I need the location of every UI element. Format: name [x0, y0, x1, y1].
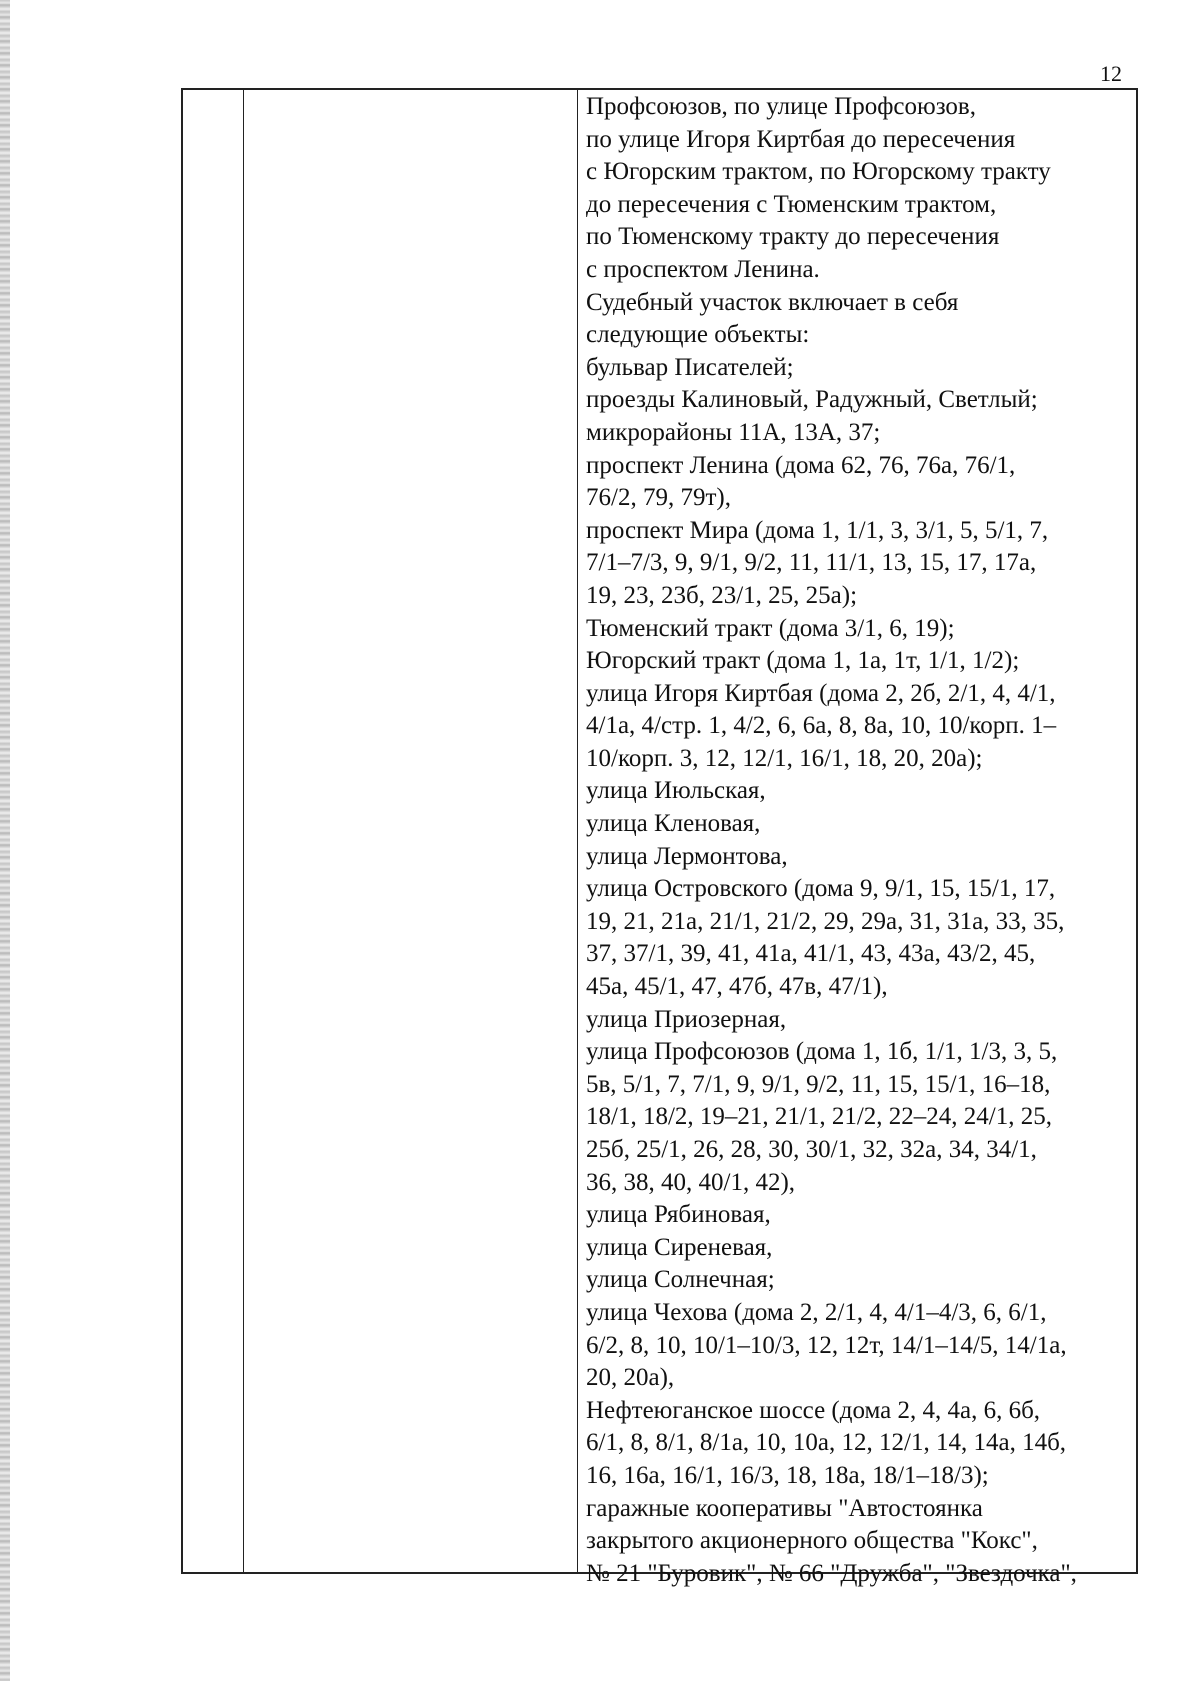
text-line: закрытого акционерного общества "Кокс", [586, 1527, 1038, 1555]
text-line: проспект Мира (дома 1, 1/1, 3, 3/1, 5, 5/1, 7, [586, 516, 1049, 544]
text-line: улица Приозерная, [586, 1005, 787, 1033]
text-line: гаражные кооперативы "Автостоянка [586, 1494, 983, 1522]
text-line: 36, 38, 40, 40/1, 42), [586, 1168, 796, 1196]
text-line: 19, 21, 21а, 21/1, 21/2, 29, 29а, 31, 31а, 33, 35, [586, 907, 1065, 935]
text-line: 10/корп. 3, 12, 12/1, 16/1, 18, 20, 20а); [586, 744, 983, 772]
text-line: до пересечения с Тюменским трактом, [586, 190, 997, 218]
text-line: микрорайоны 11А, 13А, 37; [586, 418, 881, 446]
table-column-divider [243, 90, 244, 1572]
text-line: 5в, 5/1, 7, 7/1, 9, 9/1, 9/2, 11, 15, 15/1, 16–18, [586, 1070, 1051, 1098]
text-line: Профсоюзов, по улице Профсоюзов, [586, 93, 976, 120]
text-line: улица Солнечная; [586, 1266, 775, 1294]
text-line: улица Кленовая, [586, 810, 761, 838]
text-line: 7/1–7/3, 9, 9/1, 9/2, 11, 11/1, 13, 15, 17, 17а, [586, 549, 1037, 577]
text-line: 37, 37/1, 39, 41, 41а, 41/1, 43, 43а, 43/2, 45, [586, 940, 1036, 968]
text-line: 18/1, 18/2, 19–21, 21/1, 21/2, 22–24, 24/1, 25, [586, 1103, 1052, 1131]
table-column-divider [577, 90, 578, 1572]
text-line: улица Островского (дома 9, 9/1, 15, 15/1, 17, [586, 875, 1056, 903]
text-line: 76/2, 79, 79т), [586, 484, 731, 512]
text-line: 19, 23, 23б, 23/1, 25, 25а); [586, 581, 858, 609]
page-number: 12 [1100, 61, 1122, 86]
text-line: улица Рябиновая, [586, 1201, 771, 1229]
scan-edge-artifact [0, 0, 10, 1681]
document-table [181, 88, 1138, 1587]
text-line: улица Сиреневая, [586, 1233, 773, 1261]
text-line: проезды Калиновый, Радужный, Светлый; [586, 386, 1038, 414]
text-line: проспект Ленина (дома 62, 76, 76а, 76/1, [586, 451, 1016, 479]
text-line: с проспектом Ленина. [586, 255, 820, 283]
text-line: 25б, 25/1, 26, 28, 30, 30/1, 32, 32а, 34, 34/1, [586, 1136, 1037, 1163]
text-line: улица Лермонтова, [586, 842, 788, 870]
text-line: 6/1, 8, 8/1, 8/1а, 10, 10а, 12, 12/1, 14, 14а, 14б, [586, 1429, 1067, 1457]
text-line: улица Июльская, [586, 777, 766, 805]
text-line: улица Профсоюзов (дома 1, 1б, 1/1, 1/3, 3, 5, [586, 1038, 1058, 1066]
text-line: 4/1а, 4/стр. 1, 4/2, 6, 6а, 8, 8а, 10, 10/корп. 1– [586, 712, 1057, 740]
text-line: Судебный участок включает в себя [586, 288, 959, 316]
text-line: по улице Игоря Киртбая до пересечения [586, 125, 1016, 153]
text-line: улица Чехова (дома 2, 2/1, 4, 4/1–4/3, 6, 6/1, [586, 1298, 1047, 1326]
text-line: следующие объекты: [586, 321, 810, 349]
text-line: № 21 "Буровик", № 66 "Дружба", "Звездочка", [586, 1559, 1077, 1587]
text-line: по Тюменскому тракту до пересечения [586, 223, 1000, 251]
text-line: Тюменский тракт (дома 3/1, 6, 19); [586, 614, 955, 642]
text-line: 6/2, 8, 10, 10/1–10/3, 12, 12т, 14/1–14/5, 14/1а, [586, 1331, 1067, 1359]
text-line: 20, 20а), [586, 1364, 675, 1392]
text-line: 16, 16а, 16/1, 16/3, 18, 18а, 18/1–18/3); [586, 1461, 989, 1489]
text-line: Югорский тракт (дома 1, 1а, 1т, 1/1, 1/2); [586, 647, 1020, 675]
text-line: с Югорским трактом, по Югорскому тракту [586, 158, 1051, 186]
text-line: Нефтеюганское шоссе (дома 2, 4, 4а, 6, 6б, [586, 1396, 1041, 1424]
table-cell-text [586, 91, 1134, 1590]
text-line: бульвар Писателей; [586, 353, 794, 381]
text-line: 45а, 45/1, 47, 47б, 47в, 47/1), [586, 973, 888, 1001]
text-line: улица Игоря Киртбая (дома 2, 2б, 2/1, 4, 4/1, [586, 679, 1056, 707]
